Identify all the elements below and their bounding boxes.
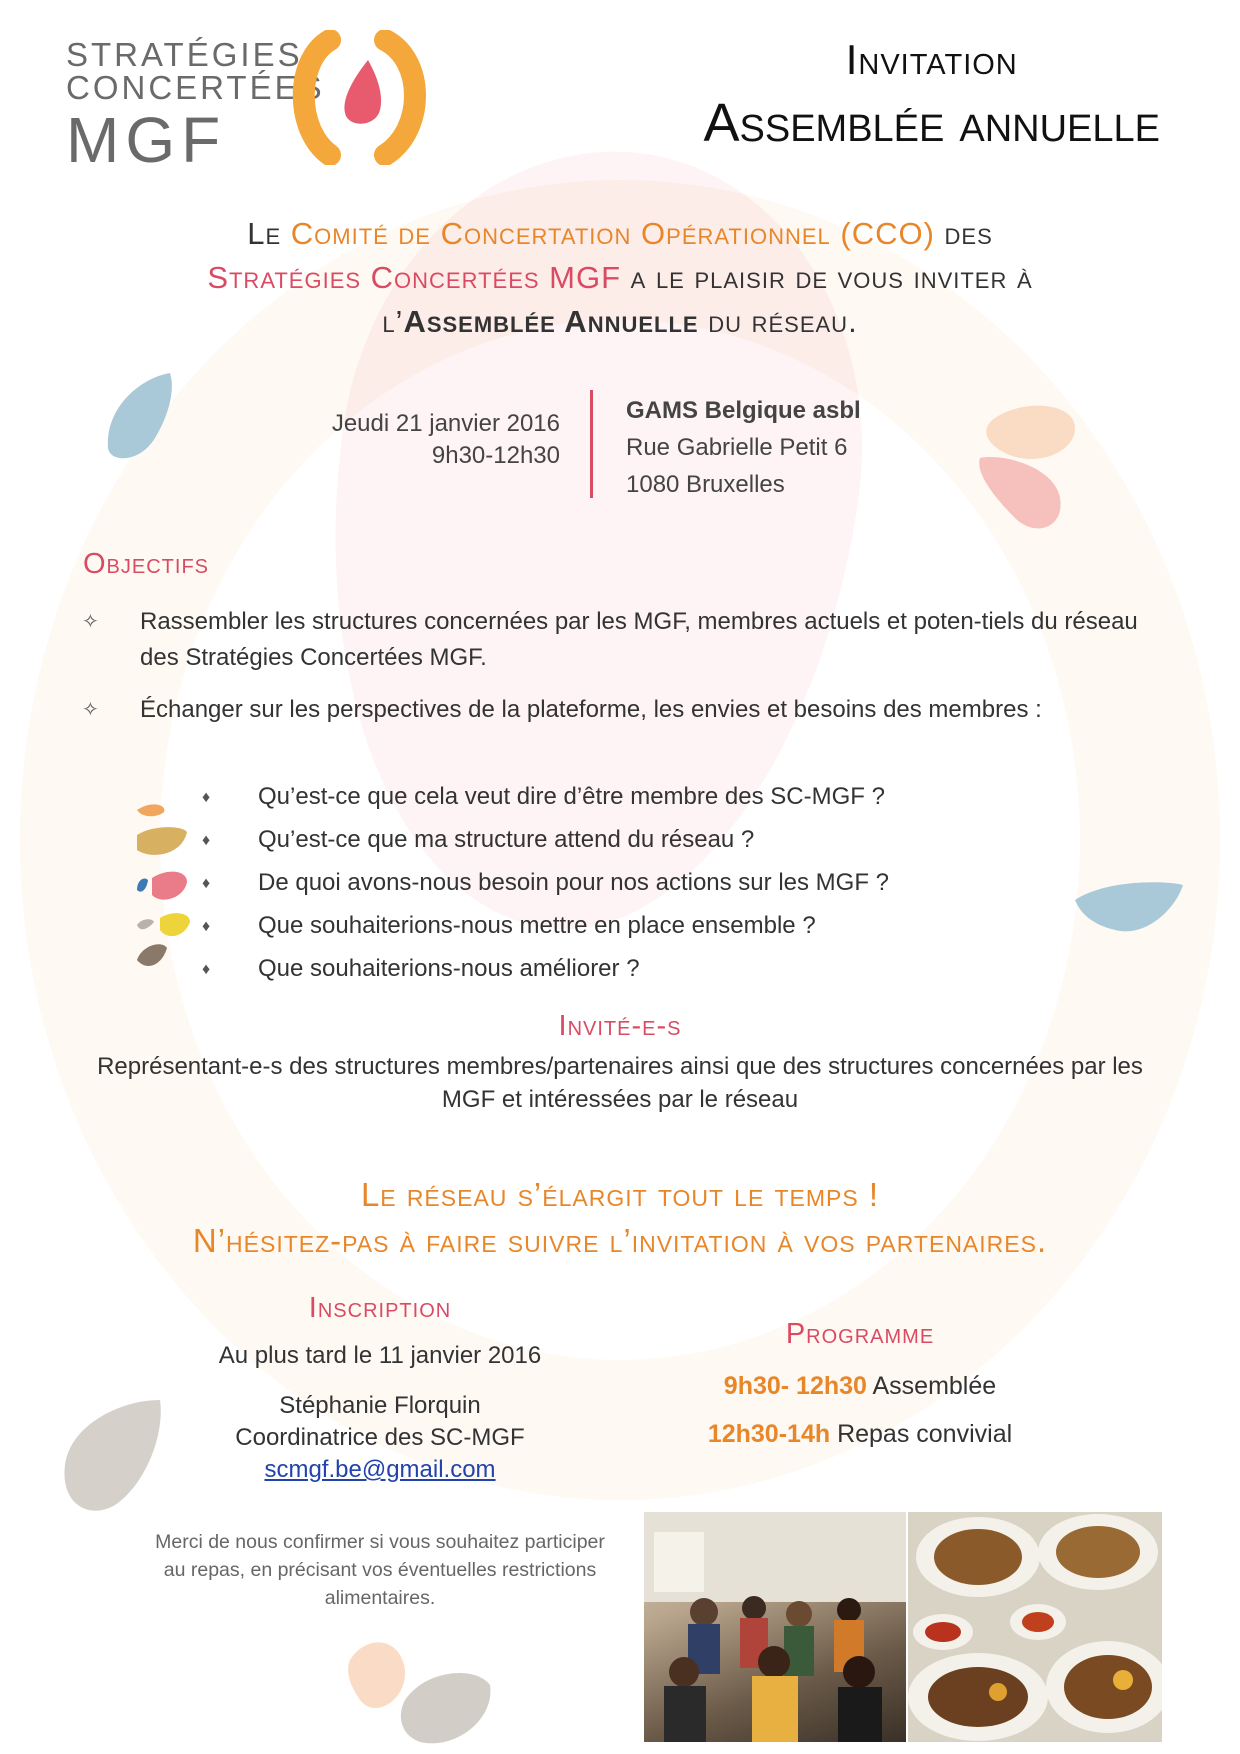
- intro-text-1: Le: [247, 216, 291, 251]
- question-item: [202, 782, 885, 812]
- intro-text-5: du réseau.: [698, 304, 858, 339]
- contact-email-link[interactable]: scmgf.be@gmail.com: [264, 1456, 496, 1483]
- event-datetime: [332, 408, 560, 472]
- diamond-bullet-icon: ♦: [202, 875, 211, 892]
- venue-city: 1080 Bruxelles: [626, 471, 785, 498]
- contact-name: Stéphanie Florquin: [279, 1392, 481, 1419]
- intro-cco: Comité de Concertation Opérationnel (CCO): [290, 216, 935, 251]
- logo-line-strategies: STRATÉGIES: [66, 36, 303, 73]
- intro-paragraph: [90, 212, 1150, 344]
- question-item: [202, 825, 755, 855]
- intro-text-3: a le plaisir de vous inviter à: [621, 260, 1033, 295]
- meal-photo: [908, 1512, 1162, 1742]
- question-text: De quoi avons-nous besoin pour nos actions sur les MGF ?: [258, 869, 889, 896]
- slogan: [40, 1172, 1200, 1264]
- question-item: [202, 868, 889, 898]
- question-text: Que souhaiterions-nous mettre en place ensemble ?: [258, 912, 816, 939]
- contact-role: Coordinatrice des SC-MGF: [235, 1424, 525, 1451]
- event-time: 9h30-12h30: [431, 442, 560, 469]
- logo-wordmark: [66, 36, 325, 176]
- inscription-heading: Inscription: [308, 1292, 452, 1324]
- programme-heading: Programme: [785, 1318, 935, 1350]
- question-item: [202, 911, 816, 941]
- vertical-divider: [590, 390, 593, 498]
- programme-item: [640, 1420, 1080, 1449]
- intro-text-2: des: [934, 216, 993, 251]
- title-assemblee-annuelle: Assemblée annuelle: [703, 93, 1160, 153]
- diamond-bullet-icon: ♦: [202, 789, 211, 806]
- question-item: [202, 954, 640, 984]
- objectifs-heading: Objectifs: [83, 548, 210, 580]
- logo-line-mgf: MGF: [66, 104, 227, 176]
- meal-photo-illustration: [908, 1512, 1162, 1742]
- question-text: Que souhaiterions-nous améliorer ?: [258, 955, 640, 982]
- slogan-line-2: N’hésitez-pas à faire suivre l’invitation à vos partenaires.: [192, 1222, 1048, 1259]
- meeting-photo: [644, 1512, 906, 1742]
- invitation-title: [703, 36, 1160, 154]
- peach-pink-petals-decoration: [975, 398, 1085, 548]
- programme-item: [640, 1372, 1080, 1401]
- venue-name: GAMS Belgique asbl: [626, 397, 861, 424]
- event-venue: [626, 392, 861, 503]
- slogan-line-1: Le réseau s’élargit tout le temps !: [360, 1176, 880, 1213]
- event-date: Jeudi 21 janvier 2016: [331, 410, 560, 437]
- programme-time: 12h30-14h: [707, 1420, 831, 1448]
- blue-petal-decoration: [100, 368, 180, 468]
- inscription-contact: [150, 1390, 610, 1486]
- diamond-bullet-icon: ♦: [202, 961, 211, 978]
- colored-petals-cluster-decoration: [132, 800, 192, 980]
- title-invitation: Invitation: [845, 36, 1018, 83]
- diamond-bullet-icon: ♦: [202, 832, 211, 849]
- blue-leaf-decoration: [1075, 880, 1185, 940]
- intro-sc-mgf: Stratégies Concertées MGF: [207, 260, 622, 295]
- intro-assemblee-annuelle: Assemblée Annuelle: [403, 304, 699, 339]
- inscription-note: Merci de nous confirmer si vous souhaitez participer au repas, en précisant vos éventuelles restrictions alimentaires.: [155, 1531, 605, 1609]
- programme-label: Repas convivial: [830, 1420, 1013, 1448]
- objectif-text: Échanger sur les perspectives de la plateforme, les envies et besoins des membres :: [140, 696, 1042, 723]
- intro-text-4: l’: [382, 304, 404, 339]
- invites-heading: Invité-e-s: [558, 1010, 682, 1042]
- inscription-deadline: Au plus tard le 11 janvier 2016: [218, 1342, 542, 1369]
- logo-line-concertees: CONCERTÉES: [66, 69, 325, 106]
- meeting-photo-illustration: [644, 1512, 906, 1742]
- objectif-item: [82, 692, 1160, 728]
- bottom-petals-decoration: [345, 1630, 495, 1754]
- programme-label: Assemblée: [866, 1372, 997, 1400]
- invites-text: Représentant-e-s des structures membres/partenaires ainsi que des structures concernées par les MGF et intéressées par le réseau: [97, 1053, 1143, 1113]
- question-text: Qu’est-ce que ma structure attend du réseau ?: [258, 826, 755, 853]
- objectif-item: [82, 604, 1160, 676]
- sparkle-bullet-icon: ✧: [82, 611, 99, 633]
- programme-time: 9h30- 12h30: [723, 1372, 867, 1400]
- diamond-bullet-icon: ♦: [202, 918, 211, 935]
- logo-drop-icon: [290, 30, 430, 165]
- question-text: Qu’est-ce que cela veut dire d’être membre des SC-MGF ?: [258, 783, 885, 810]
- venue-street: Rue Gabrielle Petit 6: [626, 434, 848, 461]
- sparkle-bullet-icon: ✧: [82, 699, 99, 721]
- objectif-text: Rassembler les structures concernées par les MGF, membres actuels et poten-tiels du réseau des Stratégies Concertées MGF.: [140, 608, 1138, 671]
